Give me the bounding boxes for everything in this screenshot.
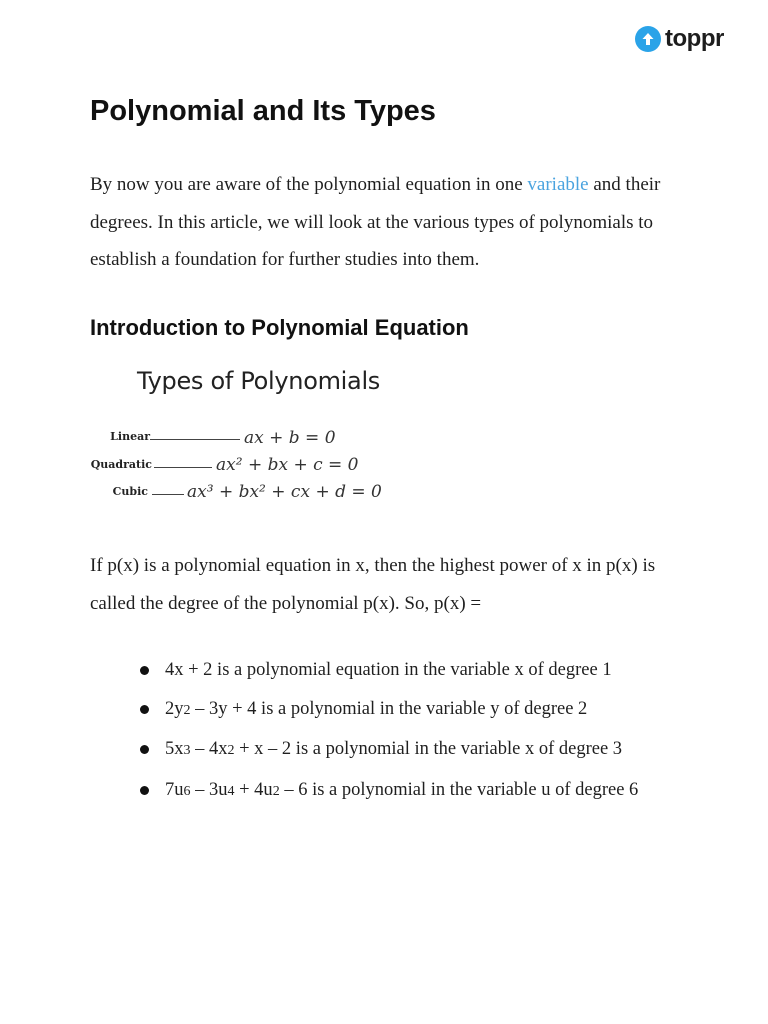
bullet-icon bbox=[140, 666, 149, 675]
list-item-text: – 6 is a polynomial in the variable u of degree 6 bbox=[279, 780, 639, 801]
section-heading: Introduction to Polynomial Equation bbox=[90, 315, 469, 340]
exponent: 6 bbox=[183, 784, 191, 800]
figure-row-label: Cubic bbox=[112, 485, 148, 498]
list-item bbox=[140, 651, 680, 690]
examples-list bbox=[140, 651, 680, 812]
brand-name: toppr bbox=[665, 25, 724, 52]
list-item-text: + x – 2 is a polynomial in the variable x of degree 3 bbox=[234, 739, 623, 760]
figure-row-quadratic bbox=[90, 455, 420, 479]
bullet-icon bbox=[140, 705, 149, 714]
list-item bbox=[140, 771, 680, 812]
list-item bbox=[140, 730, 680, 771]
list-item-text: – 3u bbox=[190, 780, 228, 801]
figure-row-equation: ax³ + bx² + cx + d = 0 bbox=[187, 482, 382, 502]
list-item-text: 5x bbox=[165, 739, 184, 760]
types-of-polynomials-figure bbox=[90, 362, 420, 512]
bullet-icon bbox=[140, 745, 149, 754]
exponent: 2 bbox=[227, 743, 235, 759]
toppr-logo[interactable] bbox=[635, 26, 724, 52]
page-title: Polynomial and Its Types bbox=[90, 95, 436, 127]
exponent: 2 bbox=[183, 702, 191, 718]
intro-text-start: By now you are aware of the polynomial equation in one bbox=[90, 174, 528, 195]
degree-paragraph: If p(x) is a polynomial equation in x, then the highest power of x in p(x) is called the degree of the polynomial p(x). So, p(x) = bbox=[90, 555, 656, 614]
arrow-up-circle-icon bbox=[635, 26, 661, 52]
list-item-text: 2y bbox=[165, 698, 184, 719]
figure-row-equation: ax² + bx + c = 0 bbox=[216, 455, 359, 475]
figure-row-cubic bbox=[90, 482, 420, 506]
figure-row-linear bbox=[90, 428, 420, 452]
list-item-text: – 4x bbox=[190, 739, 228, 760]
connector-line bbox=[150, 439, 240, 440]
figure-row-equation: ax + b = 0 bbox=[244, 428, 336, 448]
list-item-text: 7u bbox=[165, 780, 184, 801]
list-item-text: – 3y + 4 is a polynomial in the variable y of degree 2 bbox=[190, 698, 588, 719]
figure-row-label: Quadratic bbox=[90, 458, 152, 471]
connector-line bbox=[154, 467, 212, 468]
list-item bbox=[140, 690, 680, 731]
list-item-text: 4x + 2 is a polynomial equation in the variable x of degree 1 bbox=[165, 660, 612, 680]
list-item-text: + 4u bbox=[234, 780, 273, 801]
exponent: 2 bbox=[272, 784, 280, 800]
intro-text-end: and their degrees. In this article, we will look at the various types of polynomials to establish a foundation for further studies into them. bbox=[90, 174, 661, 270]
intro-paragraph bbox=[90, 166, 690, 279]
exponent: 3 bbox=[183, 743, 191, 759]
figure-title: Types of Polynomials bbox=[137, 367, 381, 395]
bullet-icon bbox=[140, 786, 149, 795]
connector-line bbox=[152, 494, 184, 495]
exponent: 4 bbox=[227, 784, 235, 800]
figure-row-label: Linear bbox=[110, 430, 150, 443]
variable-link[interactable]: variable bbox=[527, 174, 589, 195]
